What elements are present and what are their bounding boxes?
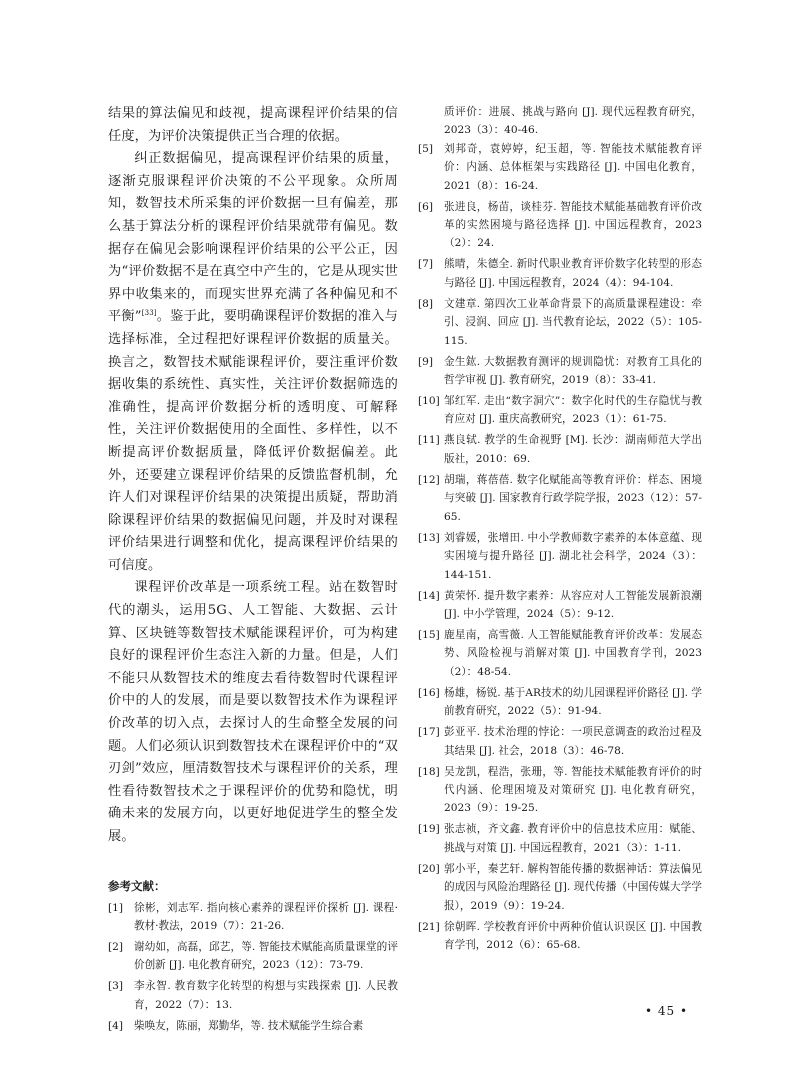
- reference-text: 金生鈜. 大数据教育测评的规训隐忧：对教育工具化的哲学审视 [J]. 教育研究，2019（8）：33-41.: [444, 355, 702, 387]
- reference-item: [108, 899, 398, 936]
- reference-number: [8]: [418, 297, 434, 310]
- reference-number: [12]: [418, 473, 440, 486]
- reference-number: [2]: [108, 941, 124, 953]
- reference-text: 张志祯，齐文鑫. 教育评价中的信息技术应用：赋能、挑战与对策 [J]. 中国远程教育，2021（3）：1-11.: [444, 823, 702, 854]
- reference-text: 黄荣怀. 提升数字素养：从容应对人工智能发展新浪潮 [J]. 中小学管理，2024（5）：9-12.: [444, 589, 702, 620]
- reference-item: [108, 938, 398, 975]
- page-number: • 45 •: [645, 1004, 689, 1018]
- reference-text: 文建章. 第四次工业革命背景下的高质量课程建设：牵引、浸润、回应 [J]. 当代教育论坛，2022（5）：105-115.: [444, 297, 702, 347]
- reference-number: [16]: [418, 686, 440, 699]
- reference-text: 郭小平，秦艺轩. 解构智能传播的数据神话：算法偏见的成因与风险治理路径 [J]. 现代传播（中国传媒大学学报），2019（9）：19-24.: [444, 862, 702, 912]
- body-paragraph-2: [108, 148, 398, 577]
- reference-item: [418, 353, 702, 390]
- reference-number: [5]: [418, 142, 434, 155]
- reference-text: 柴唤友，陈丽，郑勤华，等. 技术赋能学生综合素: [134, 1019, 364, 1032]
- reference-text: 胡瑞，蒋蓓蓓. 数字化赋能高等教育评价：样态、困境与突破 [J]. 国家教育行政学院学报，2023（12）：57-65.: [444, 473, 702, 523]
- reference-item: [418, 255, 702, 292]
- body-paragraph-2-tail: 。鉴于此，要明确课程评价数据的准入与选择标准，全过程把好课程评价数据的质量关。换言之，数智技术赋能课程评价，要注重评价数据收集的系统性、真实性，关注评价数据筛选的准确性，提高评价数据分析的透明度、可解释性，关注评价数据使用的全面性、多样性，以不断提高评价数据质量，降低评价数据偏差。此外，还要建立课程评价结果的反馈监督机制，允许人们对课程评价结果的决策提出质疑，帮助消除课程评价结果的数据偏见问题，并及时对课程评价结果进行调整和优化，提高课程评价结果的可信度。: [108, 309, 398, 573]
- reference-number: [9]: [418, 355, 434, 368]
- reference-item: [418, 295, 702, 350]
- reference-number: [1]: [108, 901, 124, 914]
- reference-number: [19]: [418, 823, 440, 836]
- right-column: [418, 103, 702, 954]
- reference-text: 熊晴，朱德全. 新时代职业教育评价数字化转型的形态与路径 [J]. 中国远程教育，2024（4）：94-104.: [444, 258, 702, 289]
- reference-item: [418, 820, 702, 857]
- reference-item: [418, 918, 702, 955]
- reference-text: 徐彬，刘志军. 指向核心素养的课程评价探析 [J]. 课程·教材·教法，2019（7）：21-26.: [134, 901, 398, 932]
- reference-number: [11]: [418, 434, 440, 447]
- reference-number: [14]: [418, 589, 440, 602]
- reference-item: [418, 431, 702, 468]
- reference-number: [7]: [418, 258, 434, 271]
- reference-item: [418, 587, 702, 624]
- body-paragraph-1: 结果的算法偏见和歧视，提高课程评价结果的信任度，为评价决策提供正当合理的依据。: [108, 106, 398, 144]
- reference-item: [418, 723, 702, 760]
- reference-number: [6]: [418, 200, 434, 213]
- reference-item: [418, 626, 702, 681]
- references-list-left: [108, 899, 398, 1036]
- reference-text: 谢幼如，高磊，邱艺，等. 智能技术赋能高质量课堂的评价创新 [J]. 电化教育研究，2023（12）：73-79.: [134, 941, 398, 972]
- reference-text: 彭亚平. 技术治理的悖论：一项民意调查的政治过程及其结果 [J]. 社会，2018（3）：46-78.: [444, 726, 702, 757]
- reference-text: 燕良轼. 教学的生命视野 [M]. 长沙：湖南师范大学出版社，2010：69.: [444, 434, 702, 465]
- reference-number: [4]: [108, 1019, 124, 1032]
- reference-number: [18]: [418, 765, 440, 778]
- reference-number: [20]: [418, 862, 440, 875]
- reference-item: [418, 198, 702, 253]
- reference-number: [13]: [418, 531, 440, 544]
- reference-number: [15]: [418, 628, 440, 641]
- reference-text: 刘睿媛，张增田. 中小学教师数字素养的本体意蕴、现实困境与提升路径 [J]. 湖北社会科学，2024（3）：144-151.: [444, 531, 702, 581]
- reference-item: [418, 471, 702, 526]
- citation-mark: [33]: [141, 309, 157, 318]
- references-list-right: [418, 140, 702, 955]
- reference-text: 张进良，杨苗，谈桂芬. 智能技术赋能基础教育评价改革的实然困境与路径选择 [J]. 中国远程教育，2023（2）：24.: [444, 200, 702, 250]
- reference-item: [418, 684, 702, 721]
- reference-text: 杨雄，杨锐. 基于AR技术的幼儿园课程评价路径 [J]. 学前教育研究，2022（5）：91-94.: [444, 686, 702, 718]
- reference-number: [17]: [418, 726, 440, 739]
- reference-text: 李永智. 教育数字化转型的构想与实践探索 [J]. 人民教育，2022（7）：13.: [134, 980, 398, 1011]
- references-title: 参考文献：: [108, 878, 166, 893]
- body-paragraph-3: 课程评价改革是一项系统工程。站在数智时代的潮头，运用5G、人工智能、大数据、云计算、区块链等数智技术赋能课程评价，可为构建良好的课程评价生态注入新的力量。但是，人们不能只从数智技术的维度去看待数智时代课程评价中的人的发展，而是要以数智技术作为课程评价改革的切入点，去探讨人的生命整全发展的问题。人们必须认识到数智技术在课程评价中的“双刃剑”效应，厘清数智技术与课程评价的关系，理性看待数智技术之于课程评价的优势和隐忧，明确未来的发展方向，以更好地促进学生的整全发展。: [108, 580, 398, 844]
- reference-number: [10]: [418, 395, 440, 408]
- body-paragraph-2-text: 纠正数据偏见，提高课程评价结果的质量，逐渐克服课程评价决策的不公平现象。众所周知，数智技术所采集的评价数据一旦有偏差，那么基于算法分析的课程评价结果就带有偏见。数据存在偏见会影响课程评价结果的公平公正，因为“评价数据不是在真空中产生的，它是从现实世界中收集来的，而现实世界充满了各种偏见和不平衡”: [108, 151, 398, 325]
- reference-text: 刘邦奇，袁婷婷，纪玉超，等. 智能技术赋能教育评价：内涵、总体框架与实践路径 [J]. 中国电化教育，2021（8）：16-24.: [444, 142, 702, 192]
- reference-item: [418, 763, 702, 818]
- reference-item: [418, 860, 702, 915]
- reference-text: 徐朝晖. 学校教育评价中两种价值认识误区 [J]. 中国教育学刊，2012（6）：65-68.: [444, 920, 702, 951]
- reference-item: [418, 529, 702, 584]
- reference-item: [418, 392, 702, 429]
- reference-text: 邹红军. 走出“数字洞穴”：数字化时代的生存隐忧与教育应对 [J]. 重庆高教研究，2023（1）：61-75.: [444, 395, 702, 426]
- reference-item: [418, 140, 702, 195]
- reference-4-continued: 质评价：进展、挑战与路向 [J]. 现代远程教育研究，2023（3）：40-46.: [444, 106, 702, 137]
- reference-item: [108, 1017, 398, 1035]
- reference-continued: [418, 103, 702, 140]
- reference-text: 鹿星南，高雪薇. 人工智能赋能教育评价改革：发展态势、风险检视与消解对策 [J]. 中国教育学刊，2023（2）：48-54.: [444, 628, 702, 678]
- reference-text: 吴龙凯，程浩，张珊，等. 智能技术赋能教育评价的时代内涵、伦理困境及对策研究 [J]. 电化教育研究，2023（9）：19-25.: [444, 765, 702, 815]
- left-column: [108, 103, 398, 1035]
- reference-number: [3]: [108, 980, 124, 993]
- reference-number: [21]: [418, 920, 440, 933]
- reference-item: [108, 977, 398, 1014]
